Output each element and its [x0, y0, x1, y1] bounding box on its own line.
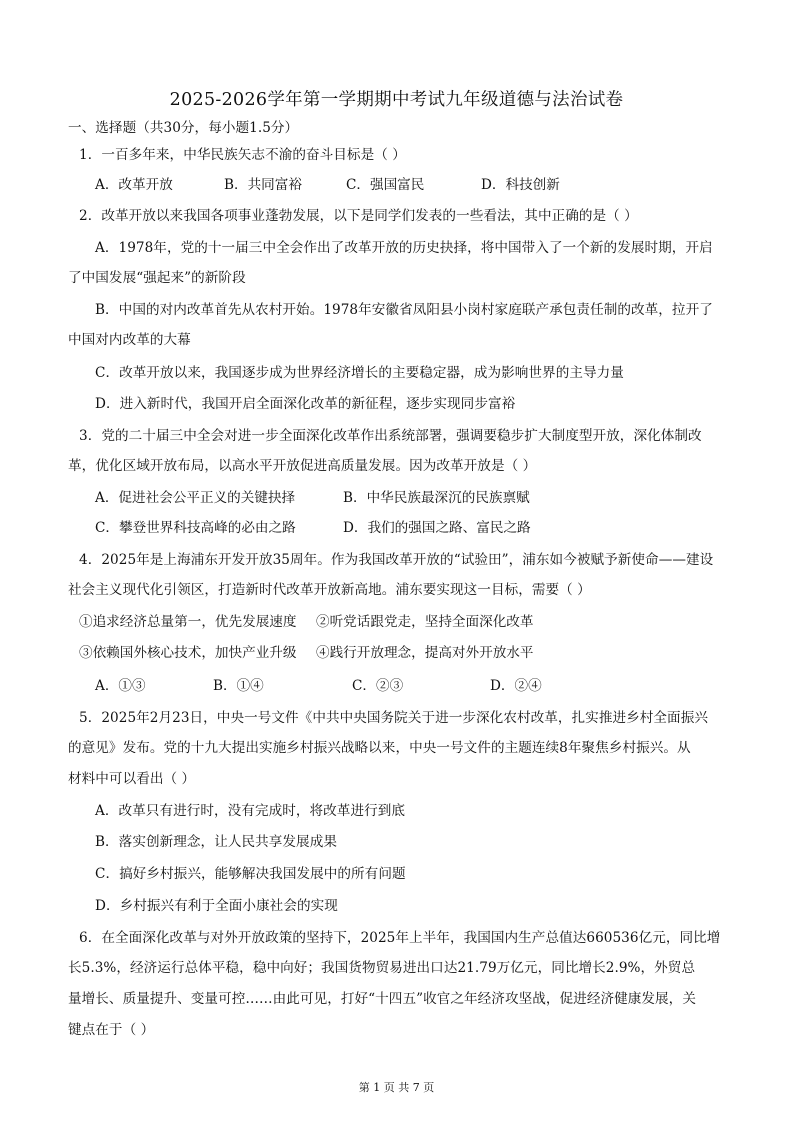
- q2-option-b-line2: 中国对内改革的大幕: [68, 332, 191, 348]
- q5-option-c: C．搞好乡村振兴，能够解决我国发展中的所有问题: [95, 866, 406, 882]
- q4-option-b: B．①④: [213, 678, 264, 694]
- exam-title: 2025-2026学年第一学期期中考试九年级道德与法治试卷: [169, 90, 624, 110]
- q1-option-b: B．共同富裕: [224, 177, 302, 193]
- q2-option-d: D．进入新时代，我国开启全面深化改革的新征程，逐步实现同步富裕: [95, 396, 516, 412]
- question-1-stem: 1．一百多年来，中华民族矢志不渝的奋斗目标是（ ）: [79, 147, 406, 163]
- q2-option-a-line1: A．1978年，党的十一届三中全会作出了改革开放的历史抉择，将中国带入了一个新的发展时期，开启: [95, 240, 713, 256]
- q5-option-a: A．改革只有进行时，没有完成时，将改革进行到底: [95, 803, 406, 819]
- question-5-line2: 的意见》发布。党的十九大提出实施乡村振兴战略以来，中央一号文件的主题连续8年聚焦乡村振兴。从: [68, 740, 691, 756]
- question-4-line1: 4．2025年是上海浦东开发开放35周年。作为我国改革开放的“试验田”，浦东如今被赋予新使命——建设: [79, 552, 714, 568]
- page-number: 第 1 页 共 7 页: [358, 1081, 435, 1094]
- question-4-line2: 社会主义现代化引领区，打造新时代改革开放新高地。浦东要实现这一目标，需要（ ）: [68, 582, 591, 598]
- question-6-line1: 6．在全面深化改革与对外开放政策的坚持下，2025年上半年，我国国内生产总值达660536亿元，同比增: [79, 930, 721, 946]
- q5-option-d: D．乡村振兴有利于全面小康社会的实现: [95, 898, 338, 914]
- q4-statement-1: ①追求经济总量第一，优先发展速度: [79, 614, 297, 630]
- question-5-line3: 材料中可以看出（ ）: [68, 771, 196, 787]
- q4-option-d: D．②④: [490, 678, 542, 694]
- q1-option-c: C．强国富民: [346, 177, 425, 193]
- question-6-line3: 量增长、质量提升、变量可控……由此可见，打好“十四五”收官之年经济攻坚战，促进经济健康发展，关: [68, 991, 696, 1007]
- question-3-line2: 革，优化区域开放布局，以高水平开放促进高质量发展。因为改革开放是（ ）: [68, 458, 537, 474]
- q3-option-b: B．中华民族最深沉的民族禀赋: [343, 490, 530, 506]
- question-3-line1: 3．党的二十届三中全会对进一步全面深化改革作出系统部署，强调要稳步扩大制度型开放，深化体制改: [79, 428, 702, 444]
- question-6-line2: 长5.3%，经济运行总体平稳，稳中向好；我国货物贸易进出口达21.79万亿元，同比增长2.9%，外贸总: [68, 960, 696, 976]
- q4-statement-2: ②听党话跟党走，坚持全面深化改革: [316, 614, 534, 630]
- q4-statement-3: ③依赖国外核心技术，加快产业升级: [79, 645, 297, 661]
- q2-option-a-line2: 了中国发展“强起来”的新阶段: [68, 270, 246, 286]
- question-6-line4: 键点在于（ ）: [68, 1022, 155, 1038]
- q3-option-d: D．我们的强国之路、富民之路: [343, 520, 531, 536]
- q3-option-a: A．促进社会公平正义的关键抉择: [95, 490, 296, 506]
- q1-option-a: A．改革开放: [95, 177, 173, 193]
- question-2-stem: 2．改革开放以来我国各项事业蓬勃发展，以下是同学们发表的一些看法，其中正确的是（ ）: [79, 208, 638, 224]
- q1-option-d: D．科技创新: [481, 177, 560, 193]
- q3-option-c: C．攀登世界科技高峰的必由之路: [95, 520, 296, 536]
- q5-option-b: B．落实创新理念，让人民共享发展成果: [95, 834, 337, 850]
- q4-statement-4: ④践行开放理念，提高对外开放水平: [316, 645, 534, 661]
- q4-option-a: A．①③: [95, 678, 146, 694]
- q2-option-c: C．改革开放以来，我国逐步成为世界经济增长的主要稳定器，成为影响世界的主导力量: [95, 365, 624, 381]
- q4-option-c: C．②③: [352, 678, 404, 694]
- question-5-line1: 5．2025年2月23日，中央一号文件《中共中央国务院关于进一步深化农村改革，扎实推进乡村全面振兴: [79, 710, 708, 726]
- q2-option-b-line1: B．中国的对内改革首先从农村开始。1978年安徽省凤阳县小岗村家庭联产承包责任制的改革，拉开了: [95, 302, 713, 318]
- section-heading: 一、选择题（共30分，每小题1.5分）: [68, 120, 299, 136]
